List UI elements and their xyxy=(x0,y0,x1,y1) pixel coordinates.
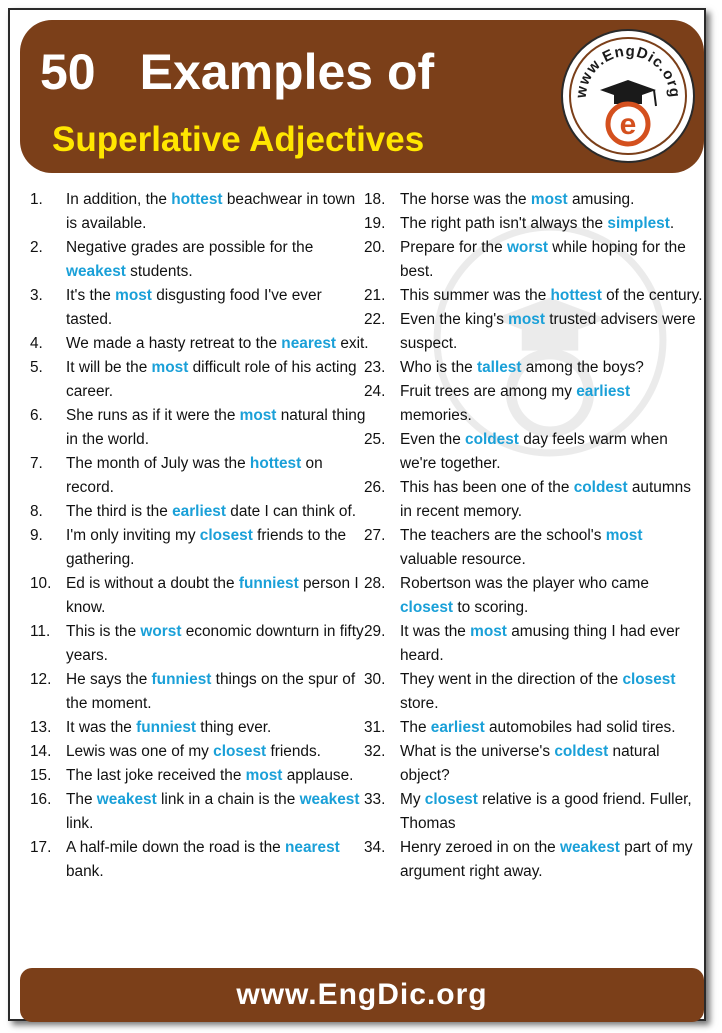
sentence-text: natural object? xyxy=(400,743,660,784)
item-sentence xyxy=(66,284,370,332)
sentence-text: We made a hasty retreat to the xyxy=(66,335,282,352)
item-sentence xyxy=(400,836,704,884)
sentence-text: day feels warm when we're together. xyxy=(400,431,668,472)
superlative-word: hottest xyxy=(550,287,602,304)
list-item xyxy=(364,380,704,428)
sentence-text: The xyxy=(66,791,97,808)
item-number: 33. xyxy=(364,791,386,808)
superlative-word: closest xyxy=(424,791,478,808)
sentence-text: It was the xyxy=(66,719,137,736)
superlative-word: most xyxy=(245,767,283,784)
superlative-word: funniest xyxy=(151,671,212,688)
sentence-text: The horse was the xyxy=(400,191,531,208)
sentence-text: link. xyxy=(66,815,94,832)
sentence-text: students. xyxy=(125,263,193,280)
list-item xyxy=(364,836,704,884)
item-number: 24. xyxy=(364,383,386,400)
sentence-text: Negative grades are possible for the xyxy=(66,239,314,256)
sentence-text: What is the universe's xyxy=(400,743,555,760)
title-text: Examples of xyxy=(139,44,435,100)
item-sentence xyxy=(66,788,370,836)
item-number: 15. xyxy=(30,767,52,784)
sentence-text: Ed is without a doubt the xyxy=(66,575,239,592)
sentence-text: among the boys? xyxy=(521,359,644,376)
item-number: 8. xyxy=(30,503,43,520)
item-number: 25. xyxy=(364,431,386,448)
sentence-text: memories. xyxy=(400,407,472,424)
title-number: 50 xyxy=(40,44,96,100)
item-sentence xyxy=(400,788,704,836)
superlative-word: most xyxy=(605,527,643,544)
sentence-text: to scoring. xyxy=(453,599,529,616)
list-item xyxy=(364,308,704,356)
item-number: 32. xyxy=(364,743,386,760)
list-item xyxy=(30,188,370,236)
item-sentence xyxy=(400,212,704,236)
sentence-text: They went in the direction of the xyxy=(400,671,623,688)
item-sentence xyxy=(66,332,370,356)
item-number: 29. xyxy=(364,623,386,640)
list-item xyxy=(30,500,370,524)
list-item xyxy=(30,764,370,788)
sentence-text: on record. xyxy=(66,455,323,496)
sentence-text: automobiles had solid tires. xyxy=(484,719,676,736)
list-item xyxy=(364,620,704,668)
item-sentence xyxy=(66,452,370,500)
item-number: 17. xyxy=(30,839,52,856)
list-item xyxy=(30,668,370,716)
list-item xyxy=(364,236,704,284)
list-item xyxy=(364,476,704,524)
item-number: 1. xyxy=(30,191,43,208)
item-number: 20. xyxy=(364,239,386,256)
sentence-text: autumns in recent memory. xyxy=(400,479,691,520)
superlative-word: weakest xyxy=(560,839,620,856)
item-number: 13. xyxy=(30,719,52,736)
superlative-word: weakest xyxy=(299,791,360,808)
sentence-text: I'm only inviting my xyxy=(66,527,200,544)
sentence-text: of the century. xyxy=(601,287,703,304)
sentence-text: The third is the xyxy=(66,503,173,520)
sentence-text: The month of July was the xyxy=(66,455,250,472)
item-number: 12. xyxy=(30,671,52,688)
sentence-text: Fruit trees are among my xyxy=(400,383,577,400)
sentence-text: trusted advisers were suspect. xyxy=(400,311,696,352)
list-item xyxy=(30,788,370,836)
sentence-text: while hoping for the best. xyxy=(400,239,686,280)
sentence-text: store. xyxy=(400,695,439,712)
sentence-text: Even the king's xyxy=(400,311,509,328)
sentence-text: This is the xyxy=(66,623,141,640)
item-sentence xyxy=(66,236,370,284)
item-number: 31. xyxy=(364,719,386,736)
item-sentence xyxy=(400,188,704,212)
item-number: 27. xyxy=(364,527,386,544)
item-number: 6. xyxy=(30,407,43,424)
item-sentence xyxy=(66,716,370,740)
item-sentence xyxy=(400,476,704,524)
list-item xyxy=(364,788,704,836)
logo-text: www.EngDic.org xyxy=(572,42,684,100)
superlative-word: nearest xyxy=(281,335,337,352)
sentence-text: Even the xyxy=(400,431,466,448)
sentence-text: relative is a good friend. Fuller, Thomas xyxy=(400,791,692,832)
superlative-word: most xyxy=(470,623,507,640)
sentence-text: date I can think of. xyxy=(225,503,357,520)
item-number: 9. xyxy=(30,527,43,544)
sentence-text: economic downturn in fifty years. xyxy=(66,623,364,664)
item-sentence xyxy=(66,572,370,620)
item-sentence xyxy=(400,716,704,740)
sentence-text: amusing thing I had ever heard. xyxy=(400,623,680,664)
item-sentence xyxy=(400,740,704,788)
list-item xyxy=(364,212,704,236)
sentence-text: things on the spur of the moment. xyxy=(66,671,356,712)
item-sentence xyxy=(400,356,704,380)
sentence-text: . xyxy=(669,215,675,232)
list-item xyxy=(30,332,370,356)
item-number: 22. xyxy=(364,311,386,328)
superlative-word: worst xyxy=(140,623,182,640)
superlative-word: funniest xyxy=(136,719,197,736)
item-number: 16. xyxy=(30,791,52,808)
sentence-text: link in a chain is the xyxy=(156,791,300,808)
item-sentence xyxy=(66,620,370,668)
list-item xyxy=(364,524,704,572)
item-number: 26. xyxy=(364,479,386,496)
item-sentence xyxy=(400,524,704,572)
logo-letter: e xyxy=(619,108,637,141)
superlative-word: most xyxy=(530,191,568,208)
sentence-text: My xyxy=(400,791,425,808)
superlative-word: tallest xyxy=(476,359,522,376)
superlative-word: earliest xyxy=(172,503,226,520)
item-sentence xyxy=(400,668,704,716)
superlative-word: funniest xyxy=(238,575,299,592)
examples-list-right xyxy=(364,188,704,884)
item-number: 21. xyxy=(364,287,386,304)
item-sentence xyxy=(66,356,370,404)
page-title xyxy=(40,32,434,112)
superlative-word: closest xyxy=(400,599,454,616)
item-sentence xyxy=(66,188,370,236)
item-number: 10. xyxy=(30,575,52,592)
sentence-text: natural thing in the world. xyxy=(66,407,366,448)
list-item xyxy=(364,716,704,740)
superlative-word: closest xyxy=(199,527,253,544)
examples-list-left xyxy=(30,188,370,884)
sentence-text: Lewis was one of my xyxy=(66,743,214,760)
sentence-text: difficult role of his acting career. xyxy=(66,359,357,400)
list-item xyxy=(364,284,704,308)
sentence-text: friends to the gathering. xyxy=(66,527,347,568)
superlative-word: simplest xyxy=(607,215,670,232)
item-sentence xyxy=(400,380,704,428)
sentence-text: beachwear in town is available. xyxy=(66,191,356,232)
item-number: 23. xyxy=(364,359,386,376)
sentence-text: He says the xyxy=(66,671,152,688)
sentence-text: In addition, the xyxy=(66,191,172,208)
item-sentence xyxy=(66,668,370,716)
sentence-text: part of my argument right away. xyxy=(400,839,693,880)
superlative-word: coldest xyxy=(465,431,519,448)
sentence-text: thing ever. xyxy=(196,719,272,736)
superlative-word: coldest xyxy=(573,479,628,496)
list-item xyxy=(30,524,370,572)
list-item xyxy=(30,740,370,764)
page-subtitle: Superlative Adjectives xyxy=(52,120,425,159)
sentence-text: It will be the xyxy=(66,359,152,376)
item-sentence xyxy=(400,308,704,356)
item-number: 19. xyxy=(364,215,386,232)
sentence-text: disgusting food I've ever tasted. xyxy=(66,287,322,328)
sentence-text: It's the xyxy=(66,287,116,304)
sentence-text: The last joke received the xyxy=(66,767,246,784)
item-sentence xyxy=(66,524,370,572)
list-item xyxy=(30,236,370,284)
footer-website: www.EngDic.org xyxy=(20,968,704,1022)
item-sentence xyxy=(400,236,704,284)
sentence-text: The right path isn't always the xyxy=(400,215,608,232)
superlative-word: weakest xyxy=(96,791,157,808)
superlative-word: weakest xyxy=(66,263,126,280)
superlative-word: closest xyxy=(622,671,676,688)
sentence-text: applause. xyxy=(282,767,354,784)
list-item xyxy=(30,716,370,740)
sentence-text: exit. xyxy=(336,335,369,352)
item-sentence xyxy=(66,836,370,884)
superlative-word: coldest xyxy=(554,743,609,760)
list-item xyxy=(364,356,704,380)
item-sentence xyxy=(66,500,370,524)
list-item xyxy=(30,404,370,452)
superlative-word: most xyxy=(115,287,152,304)
superlative-word: most xyxy=(239,407,277,424)
list-item xyxy=(30,572,370,620)
list-item xyxy=(30,284,370,332)
sentence-text: She runs as if it were the xyxy=(66,407,240,424)
superlative-word: earliest xyxy=(430,719,485,736)
sentence-text: The teachers are the school's xyxy=(400,527,606,544)
list-item xyxy=(30,620,370,668)
superlative-word: hottest xyxy=(171,191,223,208)
item-sentence xyxy=(400,572,704,620)
item-number: 5. xyxy=(30,359,43,376)
sentence-text: Who is the xyxy=(400,359,477,376)
list-item xyxy=(364,428,704,476)
item-number: 7. xyxy=(30,455,43,472)
sentence-text: This summer was the xyxy=(400,287,551,304)
item-sentence xyxy=(400,428,704,476)
superlative-word: earliest xyxy=(576,383,631,400)
superlative-word: most xyxy=(151,359,189,376)
engdic-logo-icon xyxy=(560,28,696,164)
item-number: 3. xyxy=(30,287,43,304)
sentence-text: valuable resource. xyxy=(400,551,526,568)
sentence-text: Robertson was the player who came xyxy=(400,575,649,592)
list-item xyxy=(364,188,704,212)
item-number: 14. xyxy=(30,743,52,760)
sentence-text: It was the xyxy=(400,623,471,640)
sentence-text: person I know. xyxy=(66,575,359,616)
sentence-text: Henry zeroed in on the xyxy=(400,839,560,856)
list-item xyxy=(364,740,704,788)
item-sentence xyxy=(400,284,704,308)
item-number: 2. xyxy=(30,239,43,256)
superlative-word: hottest xyxy=(249,455,302,472)
item-number: 30. xyxy=(364,671,386,688)
item-sentence xyxy=(66,764,370,788)
list-item xyxy=(30,452,370,500)
item-number: 18. xyxy=(364,191,386,208)
superlative-word: nearest xyxy=(285,839,340,856)
sentence-text: bank. xyxy=(66,863,104,880)
list-item xyxy=(30,356,370,404)
item-sentence xyxy=(66,740,370,764)
superlative-word: worst xyxy=(506,239,548,256)
item-sentence xyxy=(66,404,370,452)
item-number: 4. xyxy=(30,335,43,352)
superlative-word: closest xyxy=(213,743,267,760)
item-sentence xyxy=(400,620,704,668)
sentence-text: A half-mile down the road is the xyxy=(66,839,286,856)
list-item xyxy=(364,668,704,716)
sentence-text: friends. xyxy=(266,743,321,760)
list-item xyxy=(364,572,704,620)
sentence-text: The xyxy=(400,719,431,736)
item-number: 11. xyxy=(30,623,51,640)
item-number: 28. xyxy=(364,575,386,592)
list-item xyxy=(30,836,370,884)
superlative-word: most xyxy=(508,311,545,328)
item-number: 34. xyxy=(364,839,386,856)
sentence-text: Prepare for the xyxy=(400,239,507,256)
sentence-text: amusing. xyxy=(567,191,635,208)
sentence-text: This has been one of the xyxy=(400,479,574,496)
